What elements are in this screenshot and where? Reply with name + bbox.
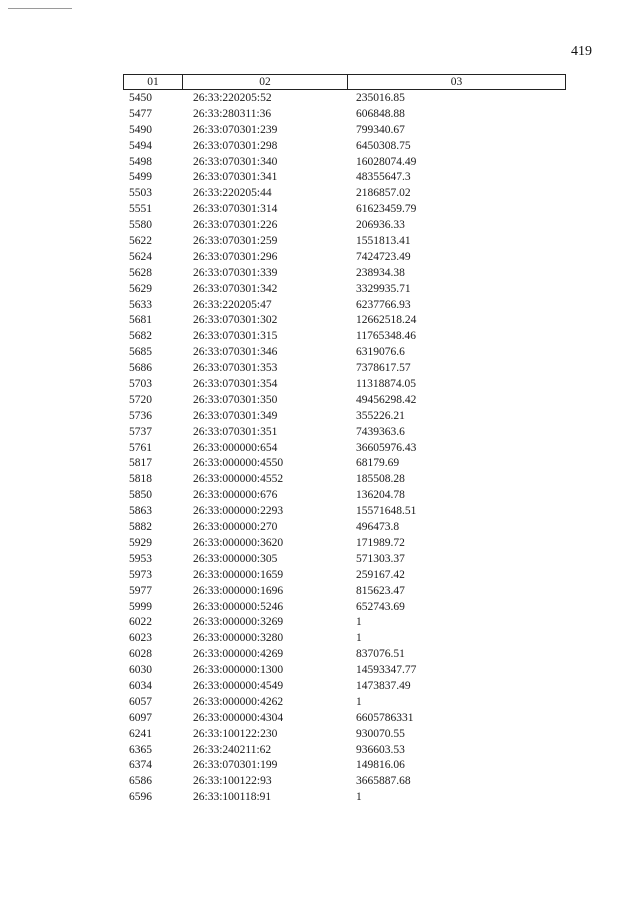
table-cell-col-01: 6097 (129, 711, 152, 724)
table-cell-col-01: 5494 (129, 139, 152, 152)
table-cell-col-02: 26:33:070301:351 (193, 425, 278, 438)
table-cell-col-01: 5624 (129, 250, 152, 263)
table-cell-col-02: 26:33:070301:339 (193, 266, 278, 279)
table-cell-col-02: 26:33:280311:36 (193, 107, 272, 120)
table-row (123, 282, 566, 298)
table-cell-col-02: 26:33:100122:230 (193, 727, 278, 740)
table-cell-col-03: 14593347.77 (356, 664, 417, 677)
table-cell-col-02: 26:33:070301:298 (193, 139, 278, 152)
table-row (123, 107, 566, 123)
table-cell-col-03: 799340.67 (356, 123, 405, 136)
table-cell-col-03: 936603.53 (356, 743, 405, 756)
table-cell-col-01: 5736 (129, 409, 152, 422)
table-row (123, 393, 566, 409)
table-cell-col-02: 26:33:000000:654 (193, 441, 278, 454)
table-row (123, 456, 566, 472)
table-row (123, 234, 566, 250)
table-cell-col-01: 5633 (129, 298, 152, 311)
table-cell-col-03: 571303.37 (356, 552, 405, 565)
table-cell-col-02: 26:33:070301:302 (193, 314, 278, 327)
table-cell-col-01: 5681 (129, 314, 152, 327)
table-cell-col-01: 6034 (129, 679, 152, 692)
table-cell-col-03: 1 (356, 616, 362, 629)
table-header (123, 74, 566, 90)
table-cell-col-03: 49456298.42 (356, 393, 417, 406)
table-row (123, 647, 566, 663)
table-cell-col-03: 6237766.93 (356, 298, 411, 311)
table-cell-col-01: 6028 (129, 648, 152, 661)
table-cell-col-03: 7378617.57 (356, 362, 411, 375)
table-row (123, 663, 566, 679)
table-cell-col-02: 26:33:000000:676 (193, 489, 278, 502)
table-cell-col-03: 652743.69 (356, 600, 405, 613)
table-cell-col-01: 5953 (129, 552, 152, 565)
data-table (123, 74, 566, 806)
table-cell-col-02: 26:33:000000:1300 (193, 664, 284, 677)
table-row (123, 711, 566, 727)
table-cell-col-03: 355226.21 (356, 409, 405, 422)
table-cell-col-03: 2186857.02 (356, 187, 411, 200)
table-row (123, 298, 566, 314)
table-row (123, 568, 566, 584)
table-cell-col-02: 26:33:000000:3269 (193, 616, 284, 629)
table-cell-col-02: 26:33:070301:314 (193, 203, 278, 216)
table-row (123, 790, 566, 806)
table-cell-col-01: 6057 (129, 695, 152, 708)
table-cell-col-01: 6365 (129, 743, 152, 756)
table-row (123, 584, 566, 600)
table-cell-col-03: 11765348.46 (356, 330, 416, 343)
table-row (123, 727, 566, 743)
table-cell-col-02: 26:33:000000:3620 (193, 536, 284, 549)
table-row (123, 155, 566, 171)
table-cell-col-01: 5999 (129, 600, 152, 613)
table-cell-col-03: 185508.28 (356, 473, 405, 486)
table-cell-col-02: 26:33:000000:1659 (193, 568, 284, 581)
table-cell-col-01: 5977 (129, 584, 152, 597)
table-cell-col-02: 26:33:000000:3280 (193, 632, 284, 645)
table-cell-col-02: 26:33:070301:342 (193, 282, 278, 295)
table-row (123, 329, 566, 345)
table-row (123, 536, 566, 552)
table-row (123, 552, 566, 568)
table-cell-col-02: 26:33:070301:226 (193, 219, 278, 232)
table-row (123, 266, 566, 282)
table-cell-col-01: 5817 (129, 457, 152, 470)
table-row (123, 504, 566, 520)
table-cell-col-01: 5580 (129, 219, 152, 232)
table-cell-col-03: 930070.55 (356, 727, 405, 740)
table-cell-col-01: 5499 (129, 171, 152, 184)
table-row (123, 600, 566, 616)
header-col-01: 01 (124, 75, 183, 89)
table-cell-col-01: 6241 (129, 727, 152, 740)
table-cell-col-01: 5477 (129, 107, 152, 120)
table-cell-col-02: 26:33:220205:44 (193, 187, 272, 200)
table-cell-col-03: 7424723.49 (356, 250, 411, 263)
table-cell-col-03: 68179.69 (356, 457, 400, 470)
table-cell-col-02: 26:33:000000:4550 (193, 457, 284, 470)
header-col-03: 03 (450, 76, 463, 88)
table-cell-col-01: 5682 (129, 330, 152, 343)
table-cell-col-01: 5973 (129, 568, 152, 581)
table-row (123, 472, 566, 488)
table-cell-col-02: 26:33:000000:305 (193, 552, 278, 565)
table-cell-col-03: 206936.33 (356, 219, 405, 232)
table-cell-col-01: 5490 (129, 123, 152, 136)
table-row (123, 520, 566, 536)
table-cell-col-02: 26:33:000000:4552 (193, 473, 284, 486)
table-cell-col-03: 171989.72 (356, 536, 405, 549)
table-cell-col-02: 26:33:220205:47 (193, 298, 272, 311)
table-row (123, 441, 566, 457)
table-cell-col-03: 235016.85 (356, 92, 405, 104)
table-cell-col-03: 12662518.24 (356, 314, 417, 327)
table-row (123, 186, 566, 202)
table-cell-col-02: 26:33:000000:4269 (193, 648, 284, 661)
table-cell-col-03: 1 (356, 695, 362, 708)
table-cell-col-03: 149816.06 (356, 759, 405, 772)
table-cell-col-02: 26:33:070301:341 (193, 171, 278, 184)
table-row (123, 425, 566, 441)
table-cell-col-03: 48355647.3 (356, 171, 411, 184)
table-cell-col-01: 5498 (129, 155, 152, 168)
table-cell-col-02: 26:33:070301:340 (193, 155, 278, 168)
table-cell-col-01: 5850 (129, 489, 152, 502)
table-cell-col-02: 26:33:240211:62 (193, 743, 272, 756)
table-cell-col-03: 16028074.49 (356, 155, 417, 168)
table-cell-col-02: 26:33:000000:2293 (193, 505, 284, 518)
table-cell-col-02: 26:33:000000:4262 (193, 695, 284, 708)
table-cell-col-02: 26:33:070301:353 (193, 362, 278, 375)
table-cell-col-03: 606848.88 (356, 107, 405, 120)
table-cell-col-03: 136204.78 (356, 489, 405, 502)
table-body (123, 91, 566, 806)
table-cell-col-03: 36605976.43 (356, 441, 417, 454)
table-cell-col-01: 5929 (129, 536, 152, 549)
table-cell-col-03: 1551813.41 (356, 235, 411, 248)
table-row (123, 313, 566, 329)
table-cell-col-03: 3665887.68 (356, 775, 411, 788)
table-cell-col-02: 26:33:000000:1696 (193, 584, 284, 597)
table-cell-col-01: 6374 (129, 759, 152, 772)
table-cell-col-03: 815623.47 (356, 584, 405, 597)
table-row (123, 409, 566, 425)
table-cell-col-01: 6030 (129, 664, 152, 677)
table-row (123, 250, 566, 266)
table-row (123, 139, 566, 155)
table-row (123, 615, 566, 631)
table-cell-col-03: 496473.8 (356, 521, 400, 534)
table-cell-col-03: 15571648.51 (356, 505, 417, 518)
table-cell-col-02: 26:33:100122:93 (193, 775, 272, 788)
table-cell-col-01: 6023 (129, 632, 152, 645)
table-cell-col-03: 6605786331 (356, 711, 414, 724)
table-cell-col-01: 5818 (129, 473, 152, 486)
table-cell-col-01: 5882 (129, 521, 152, 534)
table-cell-col-01: 6022 (129, 616, 152, 629)
table-row (123, 202, 566, 218)
table-row (123, 345, 566, 361)
table-cell-col-03: 837076.51 (356, 648, 405, 661)
table-row (123, 170, 566, 186)
table-row (123, 361, 566, 377)
header-col-02: 02 (183, 75, 348, 89)
table-cell-col-03: 1 (356, 791, 362, 804)
table-cell-col-02: 26:33:000000:4549 (193, 679, 284, 692)
table-cell-col-03: 1 (356, 632, 362, 645)
table-cell-col-01: 5686 (129, 362, 152, 375)
table-cell-col-02: 26:33:070301:199 (193, 759, 278, 772)
table-row (123, 631, 566, 647)
table-cell-col-03: 3329935.71 (356, 282, 411, 295)
table-cell-col-01: 5628 (129, 266, 152, 279)
table-cell-col-02: 26:33:070301:239 (193, 123, 278, 136)
table-cell-col-01: 5761 (129, 441, 152, 454)
table-cell-col-01: 5629 (129, 282, 152, 295)
table-cell-col-03: 259167.42 (356, 568, 405, 581)
table-cell-col-02: 26:33:070301:349 (193, 409, 278, 422)
table-cell-col-01: 6586 (129, 775, 152, 788)
table-row (123, 774, 566, 790)
table-cell-col-01: 5703 (129, 378, 152, 391)
table-cell-col-02: 26:33:220205:52 (193, 92, 272, 104)
table-cell-col-01: 5863 (129, 505, 152, 518)
table-cell-col-02: 26:33:100118:91 (193, 791, 272, 804)
table-cell-col-02: 26:33:070301:346 (193, 346, 278, 359)
table-cell-col-01: 5737 (129, 425, 152, 438)
table-cell-col-02: 26:33:070301:354 (193, 378, 278, 391)
table-cell-col-03: 11318874.05 (356, 378, 416, 391)
table-row (123, 488, 566, 504)
table-cell-col-02: 26:33:000000:4304 (193, 711, 284, 724)
table-row (123, 218, 566, 234)
table-cell-col-03: 6319076.6 (356, 346, 405, 359)
table-cell-col-01: 5551 (129, 203, 152, 216)
table-row (123, 377, 566, 393)
table-cell-col-01: 5685 (129, 346, 152, 359)
table-cell-col-01: 5622 (129, 235, 152, 248)
table-cell-col-02: 26:33:070301:315 (193, 330, 278, 343)
table-cell-col-02: 26:33:070301:296 (193, 250, 278, 263)
table-cell-col-02: 26:33:070301:350 (193, 393, 278, 406)
table-cell-col-02: 26:33:000000:270 (193, 521, 278, 534)
page-number: 419 (571, 44, 592, 59)
table-cell-col-03: 1473837.49 (356, 679, 411, 692)
table-cell-col-01: 5503 (129, 187, 152, 200)
table-row (123, 679, 566, 695)
table-cell-col-01: 6596 (129, 791, 152, 804)
table-row (123, 91, 566, 107)
scan-mark (8, 8, 72, 9)
table-row (123, 743, 566, 759)
table-row (123, 758, 566, 774)
table-cell-col-03: 238934.38 (356, 266, 405, 279)
table-cell-col-02: 26:33:000000:5246 (193, 600, 284, 613)
table-cell-col-03: 61623459.79 (356, 203, 417, 216)
table-cell-col-03: 6450308.75 (356, 139, 411, 152)
table-cell-col-01: 5720 (129, 393, 152, 406)
table-cell-col-02: 26:33:070301:259 (193, 235, 278, 248)
table-cell-col-01: 5450 (129, 92, 152, 104)
table-row (123, 123, 566, 139)
table-cell-col-03: 7439363.6 (356, 425, 405, 438)
table-row (123, 695, 566, 711)
